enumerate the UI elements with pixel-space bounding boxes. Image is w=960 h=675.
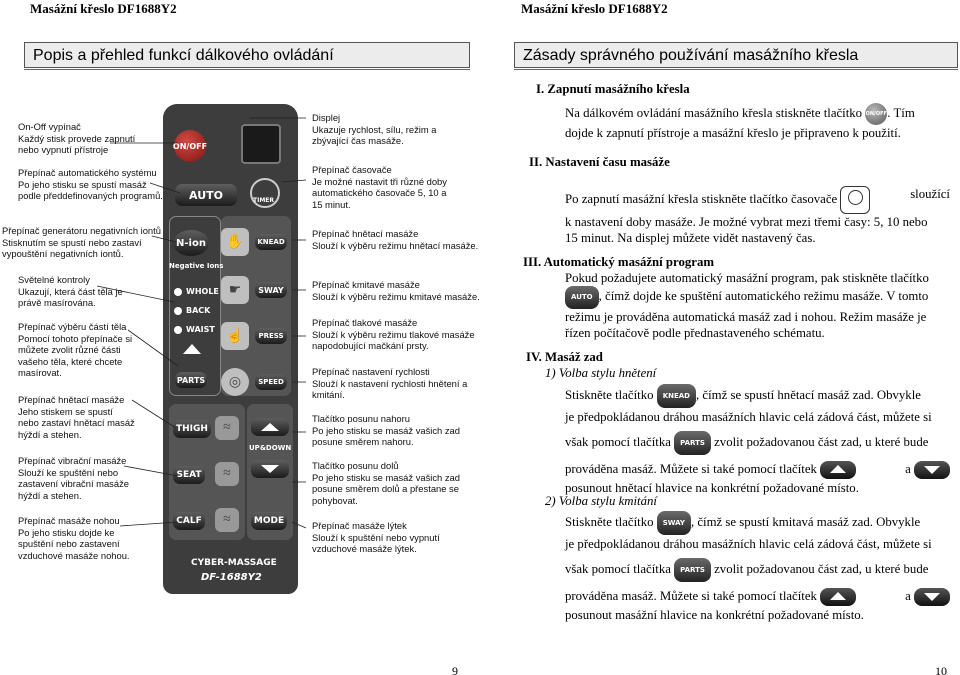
sway-icon: ☛ bbox=[221, 276, 249, 304]
thigh-icon: ≈ bbox=[215, 416, 239, 440]
auto-button[interactable]: AUTO bbox=[175, 184, 237, 206]
seat-button[interactable]: SEAT bbox=[173, 466, 205, 484]
model-label: DF-1688Y2 bbox=[201, 572, 262, 583]
calf-icon: ≈ bbox=[215, 508, 239, 532]
section-4-heading: IV. Masáž zad bbox=[526, 350, 603, 364]
section-2-heading: II. Nastavení času masáže bbox=[529, 155, 670, 169]
timer-label: TIMER bbox=[253, 197, 275, 204]
annotation-speed: Přepínač nastavení rychlosti Slouží k nastavení rychlosti hnětení a kmitání. bbox=[312, 366, 468, 400]
press-button[interactable]: PRESS bbox=[255, 328, 287, 344]
down-arrow-icon bbox=[914, 461, 950, 479]
whole-label: WHOLE bbox=[186, 287, 219, 296]
annotation-knead: Přepínač hnětací masáže Slouží k výběru režimu hnětací masáže. bbox=[312, 228, 479, 251]
speed-button[interactable]: SPEED bbox=[255, 374, 287, 390]
section-3-text: Pokud požadujete automatický masážní program, pak stiskněte tlačítko AUTO , čímž dojde ke spuštění automatického režimu masáže. V tomto režimu je prováděna automatická masáž zad i nohou. Režim masáže je řízen počítačově podle přednastaveného schématu. bbox=[565, 271, 929, 340]
parts-icon: PARTS bbox=[674, 431, 711, 455]
mode-button[interactable]: MODE bbox=[251, 512, 287, 530]
down-arrow-icon bbox=[914, 588, 950, 606]
annotation-thigh: Přepínač hnětací masáže Jeho stiskem se spustí nebo zastaví hnětací masáž hýždí a stehen. bbox=[18, 394, 135, 440]
section-1-text: Na dálkovém ovládání masážního křesla stiskněte tlačítko ON/OFF. Tím dojde k zapnutí přístroje a masážní křeslo je připraveno k použití. bbox=[565, 103, 950, 141]
annotation-sway: Přepínač kmitavé masáže Slouží k výběru režimu kmitavé masáže. bbox=[312, 279, 480, 302]
subsection-1-title: 1) Volba stylu hnětení bbox=[545, 366, 657, 380]
up-arrow-icon bbox=[820, 588, 856, 606]
speed-icon: ◎ bbox=[221, 368, 249, 396]
annotation-n-ion: Přepínač generátoru negativních iontů Stisknutím se spustí nebo zastaví vypouštění negativních iontů. bbox=[2, 225, 161, 259]
sway-icon: SWAY bbox=[657, 511, 691, 535]
left-page-header: Masážní křeslo DF1688Y2 bbox=[30, 1, 177, 16]
parts-icon: PARTS bbox=[674, 558, 711, 582]
annotation-timer: Přepínač časovače Je možné nastavit tři různé doby automatického časovače 5, 10 a 15 minut. bbox=[312, 164, 447, 210]
annotation-parts: Přepínač výběru částí těla Pomocí tohoto přepínače si můžete zvolit různé části vašeho těla, které chcete masírovat. bbox=[18, 321, 133, 378]
section-3: III. Automatický masážní program bbox=[523, 255, 715, 269]
negative-ions-label: Negative Ions bbox=[169, 262, 224, 270]
knead-icon: ✋ bbox=[221, 228, 249, 256]
up-arrow-icon bbox=[820, 461, 856, 479]
auto-icon: AUTO bbox=[565, 286, 599, 308]
back-label: BACK bbox=[186, 306, 211, 315]
annotation-press: Přepínač tlakové masáže Slouží k výběru režimu tlakové masáže napodobující mačkání prsty. bbox=[312, 317, 475, 351]
annotation-down: Tlačítko posunu dolů Po jeho stisku se masáž vašich zad posune směrem dolů a přestane se pohybovat. bbox=[312, 460, 460, 506]
left-page-number: 9 bbox=[452, 664, 458, 675]
on-off-icon: ON/OFF bbox=[865, 103, 887, 125]
on-off-button[interactable]: ON/OFF bbox=[174, 130, 206, 162]
right-page-number: 10 bbox=[935, 664, 947, 675]
subsection-2-title: 2) Volba stylu kmitání bbox=[545, 494, 657, 508]
section-2-text: Po zapnutí masážní křesla stiskněte tlačítko časovače sloužící k nastavení doby masáže. Je možné vybrat mezi třemi časy: 5, 10 nebo 15 minut. Na displej můžete vidět nastavený čas. bbox=[565, 187, 950, 246]
parts-button[interactable]: PARTS bbox=[175, 372, 207, 388]
annotation-lights: Světelné kontroly Ukazují, která část těla je právě masírována. bbox=[18, 274, 123, 308]
right-section-title: Zásady správného používání masážního křesla bbox=[514, 42, 958, 68]
press-icon: ☝ bbox=[221, 322, 249, 350]
divider bbox=[514, 69, 958, 70]
annotation-display: Displej Ukazuje rychlost, sílu, režim a zbývající čas masáže. bbox=[312, 112, 437, 146]
updown-label: UP&DOWN bbox=[249, 444, 292, 452]
annotation-auto: Přepínač automatického systému Po jeho stisku se spustí masáž podle předdefinovaných programů. bbox=[18, 167, 163, 201]
seat-icon: ≈ bbox=[215, 462, 239, 486]
waist-label: WAIST bbox=[186, 325, 215, 334]
knead-icon: KNEAD bbox=[657, 384, 696, 408]
annotation-up: Tlačítko posunu nahoru Po jeho stisku se masáž vašich zad posune směrem nahoru. bbox=[312, 413, 460, 447]
annotation-calf: Přepínač masáže nohou Po jeho stisku dojde ke spuštění nebo zastavení vzduchové masáže nohou. bbox=[18, 515, 130, 561]
knead-button[interactable]: KNEAD bbox=[255, 234, 287, 250]
calf-button[interactable]: CALF bbox=[173, 512, 205, 530]
annotation-seat: Přepínač vibrační masáže Slouží ke spuštění nebo zastavení vibrační masáže hýždí a stehen. bbox=[18, 455, 129, 501]
sway-button[interactable]: SWAY bbox=[255, 282, 287, 298]
annotation-on-off: On-Off vypínač Každý stisk provede zapnutí nebo vypnutí přístroje bbox=[18, 121, 136, 155]
n-ion-button[interactable]: N-ion bbox=[173, 230, 209, 256]
timer-icon bbox=[840, 186, 870, 214]
subsection-2-text: Stiskněte tlačítko SWAY , čímž se spustí kmitavá masáž zad. Obvykle je předpokládanou dráhou masážních hlavic celá zádová část, můžete si však pomocí tlačítka PARTS zvolit požadovanou část zad, u které bude prováděna masáž. Můžete si také pomocí tlačítek a posunout masážní hlavice na konkrétní požadované místo. bbox=[565, 511, 950, 624]
thigh-button[interactable]: THIGH bbox=[173, 420, 211, 438]
subsection-1-text: Stiskněte tlačítko KNEAD , čímž se spustí hnětací masáž zad. Obvykle je předpokládanou dráhou masážních hlavic celá zádová část, můžete si však pomocí tlačítka PARTS zvolit požadovanou část zad, u které bude prováděna masáž. Můžete si také pomocí tlačítek a posunout hnětací hlavice na konkrétní požadované místo. bbox=[565, 384, 950, 497]
section-1-heading: I. Zapnutí masážního křesla bbox=[536, 82, 690, 96]
left-section-title: Popis a přehled funkcí dálkového ovládání bbox=[24, 42, 470, 68]
annotation-mode: Přepínač masáže lýtek Slouží k spuštění nebo vypnutí vzduchové masáže lýtek. bbox=[312, 520, 440, 554]
brand-label: CYBER-MASSAGE bbox=[191, 558, 277, 568]
right-page-header: Masážní křeslo DF1688Y2 bbox=[521, 1, 668, 16]
